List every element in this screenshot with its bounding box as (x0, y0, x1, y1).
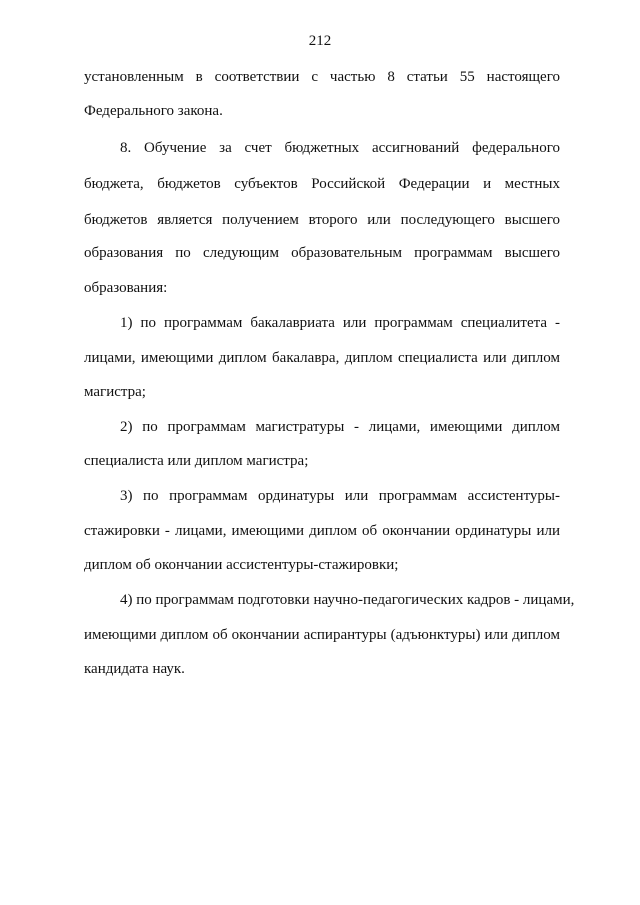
list-item-2: 2) по программам магистратуры - лицами, имеющими диплом (120, 419, 560, 435)
text-line: специалиста или диплом магистра; (84, 453, 309, 469)
list-item-4: 4) по программам подготовки научно-педагогических кадров - лицами, (120, 592, 575, 608)
page-number: 212 (308, 33, 332, 49)
text-line: лицами, имеющими диплом бакалавра, диплом специалиста или диплом (84, 350, 560, 366)
text-line: образования: (84, 280, 168, 296)
list-item-3: 3) по программам ординатуры или программам ассистентуры- (120, 488, 560, 504)
text-line: диплом об окончании ассистентуры-стажировки; (84, 557, 399, 573)
text-line: магистра; (84, 384, 146, 400)
text-line: Федерального закона. (84, 103, 223, 119)
text-line: установленным в соответствии с частью 8 статьи 55 настоящего (84, 69, 560, 85)
text-line: кандидата наук. (84, 661, 185, 677)
paragraph-8-first-line: 8. Обучение за счет бюджетных ассигнований федерального (120, 140, 560, 156)
text-line: стажировки - лицами, имеющими диплом об окончании ординатуры или (84, 523, 560, 539)
list-item-1: 1) по программам бакалавриата или программам специалитета - (120, 315, 560, 331)
text-line: имеющими диплом об окончании аспирантуры (адъюнктуры) или диплом (84, 627, 560, 643)
text-line: бюджетов является получением второго или последующего высшего (84, 212, 560, 228)
text-line: бюджета, бюджетов субъектов Российской Федерации и местных (84, 176, 560, 192)
text-line: образования по следующим образовательным программам высшего (84, 245, 560, 261)
